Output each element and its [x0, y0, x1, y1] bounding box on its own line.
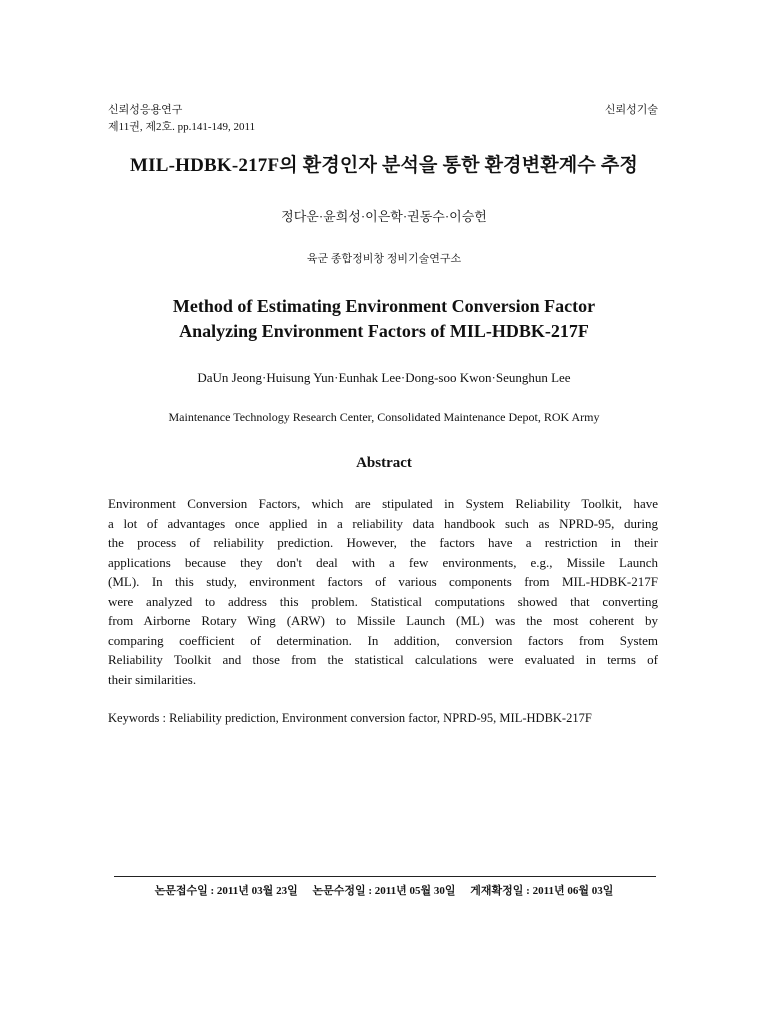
- footer-divider: [114, 876, 656, 877]
- section-label: 신뢰성기술: [604, 104, 658, 116]
- abstract-line: (ML). In this study, environment factors of various components from MIL-HDBK-217F: [108, 574, 658, 589]
- abstract-line: were analyzed to address this problem. Statistical computations showed that converting: [108, 593, 658, 609]
- english-authors: DaUn Jeong·Huisung Yun·Eunhak Lee·Dong-soo Kwon·Seunghun Lee: [197, 370, 571, 385]
- abstract-body: [108, 494, 658, 689]
- submission-dates: [0, 882, 768, 898]
- english-title-line-1: Method of Estimating Environment Conversion Factor: [172, 296, 596, 316]
- received-date: 논문접수일 : 2011년 03월 23일: [154, 885, 298, 897]
- abstract-line: comparing coefficient of determination. In addition, conversion factors from System: [108, 632, 658, 648]
- abstract-heading: Abstract: [356, 455, 412, 471]
- abstract-line: from Airborne Rotary Wing (ARW) to Missile Launch (ML) was the most coherent by: [108, 613, 658, 628]
- english-title-line-2: Analyzing Environment Factors of MIL-HDBK-217F: [179, 321, 589, 341]
- abstract-line: applications because they don't deal with a few environments, e.g., Missile Launch: [108, 554, 658, 570]
- english-affiliation: Maintenance Technology Research Center, Consolidated Maintenance Depot, ROK Army: [168, 410, 600, 424]
- abstract-line: Environment Conversion Factors, which are stipulated in System Reliability Toolkit, have: [108, 496, 658, 511]
- korean-affiliation: 육군 종합정비창 정비기술연구소: [306, 253, 462, 265]
- abstract-line: their similarities.: [108, 671, 197, 687]
- journal-volume: 제11권, 제2호. pp.141-149, 2011: [108, 121, 256, 133]
- abstract-line: Reliability Toolkit and those from the statistical calculations were evaluated in terms of: [108, 652, 658, 667]
- keywords: Keywords : Reliability prediction, Environment conversion factor, NPRD-95, MIL-HDBK-217F: [108, 711, 592, 725]
- accepted-date: 게재확정일 : 2011년 06월 03일: [470, 885, 614, 897]
- korean-title: MIL-HDBK-217F의 환경인자 분석을 통한 환경변환계수 추정: [129, 155, 639, 176]
- abstract-line: a lot of advantages once applied in a reliability data handbook such as NPRD-95, during: [108, 515, 658, 531]
- english-title: [0, 294, 768, 344]
- journal-name: 신뢰성응용연구: [108, 104, 183, 116]
- korean-authors: 정다운·윤희성·이은학·권동수·이승헌: [281, 209, 487, 224]
- revised-date: 논문수정일 : 2011년 05월 30일: [312, 885, 456, 897]
- abstract-line: the process of reliability prediction. However, the factors have a restriction in their: [108, 535, 658, 550]
